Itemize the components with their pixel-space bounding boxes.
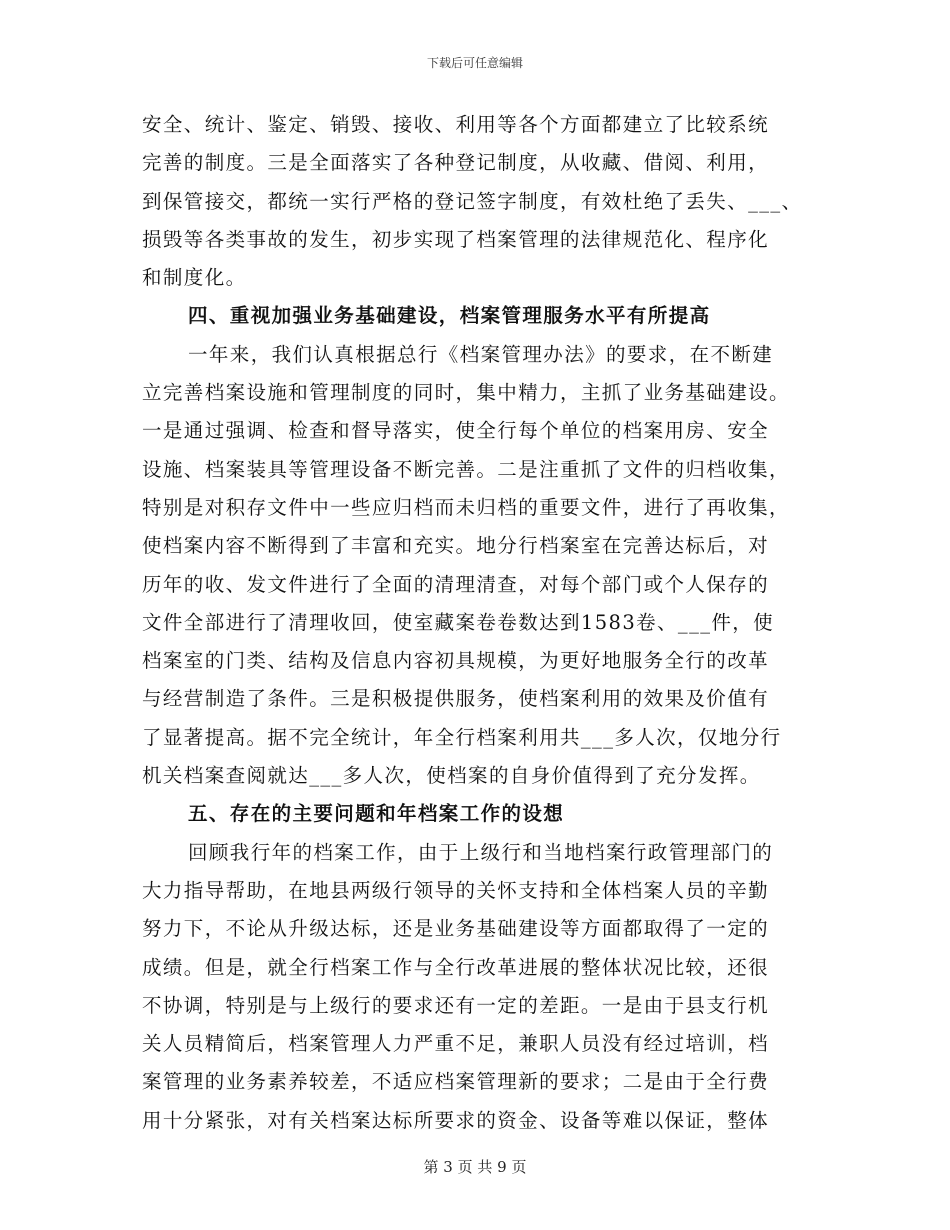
paragraph-line: 努力下，不论从升级达标，还是业务基础建设等方面都取得了一定的 xyxy=(142,917,770,941)
paragraph-line: 档案室的门类、结构及信息内容初具规模，为更好地服务全行的改革 xyxy=(142,649,770,673)
document-body xyxy=(142,106,822,1140)
paragraph-line: 安全、统计、鉴定、销毁、接收、利用等各个方面都建立了比较系统 xyxy=(142,113,770,136)
paragraph-line: 和制度化。 xyxy=(142,266,247,290)
section-heading: 四、重视加强业务基础建设，档案管理服务水平有所提高 xyxy=(188,304,711,328)
paragraph-line: 机关档案查阅就达___多人次，使档案的自身价值得到了充分发挥。 xyxy=(142,764,761,788)
page-header: 下载后可任意编辑 xyxy=(426,56,523,70)
paragraph-line: 成绩。但是，就全行档案工作与全行改革进展的整体状况比较，还很 xyxy=(142,955,770,979)
paragraph-line: 一年来，我们认真根据总行《档案管理办法》的要求，在不断建 xyxy=(188,342,774,366)
paragraph-line: 关人员精简后，档案管理人力严重不足，兼职人员没有经过培训，档 xyxy=(142,1032,770,1056)
paragraph-line: 设施、档案装具等管理设备不断完善。二是注重抓了文件的归档收集， xyxy=(142,457,790,481)
page-footer: 第 3 页 共 9 页 xyxy=(423,1158,527,1176)
paragraph-line: 特别是对积存文件中一些应归档而未归档的重要文件，进行了再收集， xyxy=(142,495,790,519)
paragraph-line: 用十分紧张，对有关档案达标所要求的资金、设备等难以保证，整体 xyxy=(142,1108,770,1132)
paragraph-line: 回顾我行年的档案工作，由于上级行和当地档案行政管理部门的 xyxy=(188,840,774,864)
paragraph-line: 损毁等各类事故的发生，初步实现了档案管理的法律规范化、程序化 xyxy=(142,227,770,251)
paragraph-line: 文件全部进行了清理收回，使室藏案卷卷数达到1583卷、___件，使 xyxy=(142,610,775,634)
paragraph-line: 历年的收、发文件进行了全面的清理清查，对每个部门或个人保存的 xyxy=(142,572,770,596)
paragraph-line: 立完善档案设施和管理制度的同时，集中精力，主抓了业务基础建设。 xyxy=(142,381,790,405)
paragraph-line: 与经营制造了条件。三是积极提供服务，使档案利用的效果及价值有 xyxy=(142,687,770,711)
paragraph-line: 不协调，特别是与上级行的要求还有一定的差距。一是由于县支行机 xyxy=(142,993,770,1017)
paragraph-line: 使档案内容不断得到了丰富和充实。地分行档案室在完善达标后，对 xyxy=(142,534,770,558)
paragraph-line: 一是通过强调、检查和督导落实，使全行每个单位的档案用房、安全 xyxy=(142,419,770,443)
paragraph-line: 完善的制度。三是全面落实了各种登记制度，从收藏、借阅、利用， xyxy=(142,151,770,175)
paragraph-line: 了显著提高。据不完全统计，年全行档案利用共___多人次，仅地分行 xyxy=(142,725,782,749)
paragraph-line: 到保管接交，都统一实行严格的登记签字制度，有效杜绝了丢失、___、 xyxy=(142,189,803,213)
paragraph-line: 案管理的业务素养较差，不适应档案管理新的要求；二是由于全行费 xyxy=(142,1070,770,1094)
paragraph-line: 大力指导帮助，在地县两级行领导的关怀支持和全体档案人员的辛勤 xyxy=(142,878,770,902)
section-heading: 五、存在的主要问题和年档案工作的设想 xyxy=(188,802,565,826)
